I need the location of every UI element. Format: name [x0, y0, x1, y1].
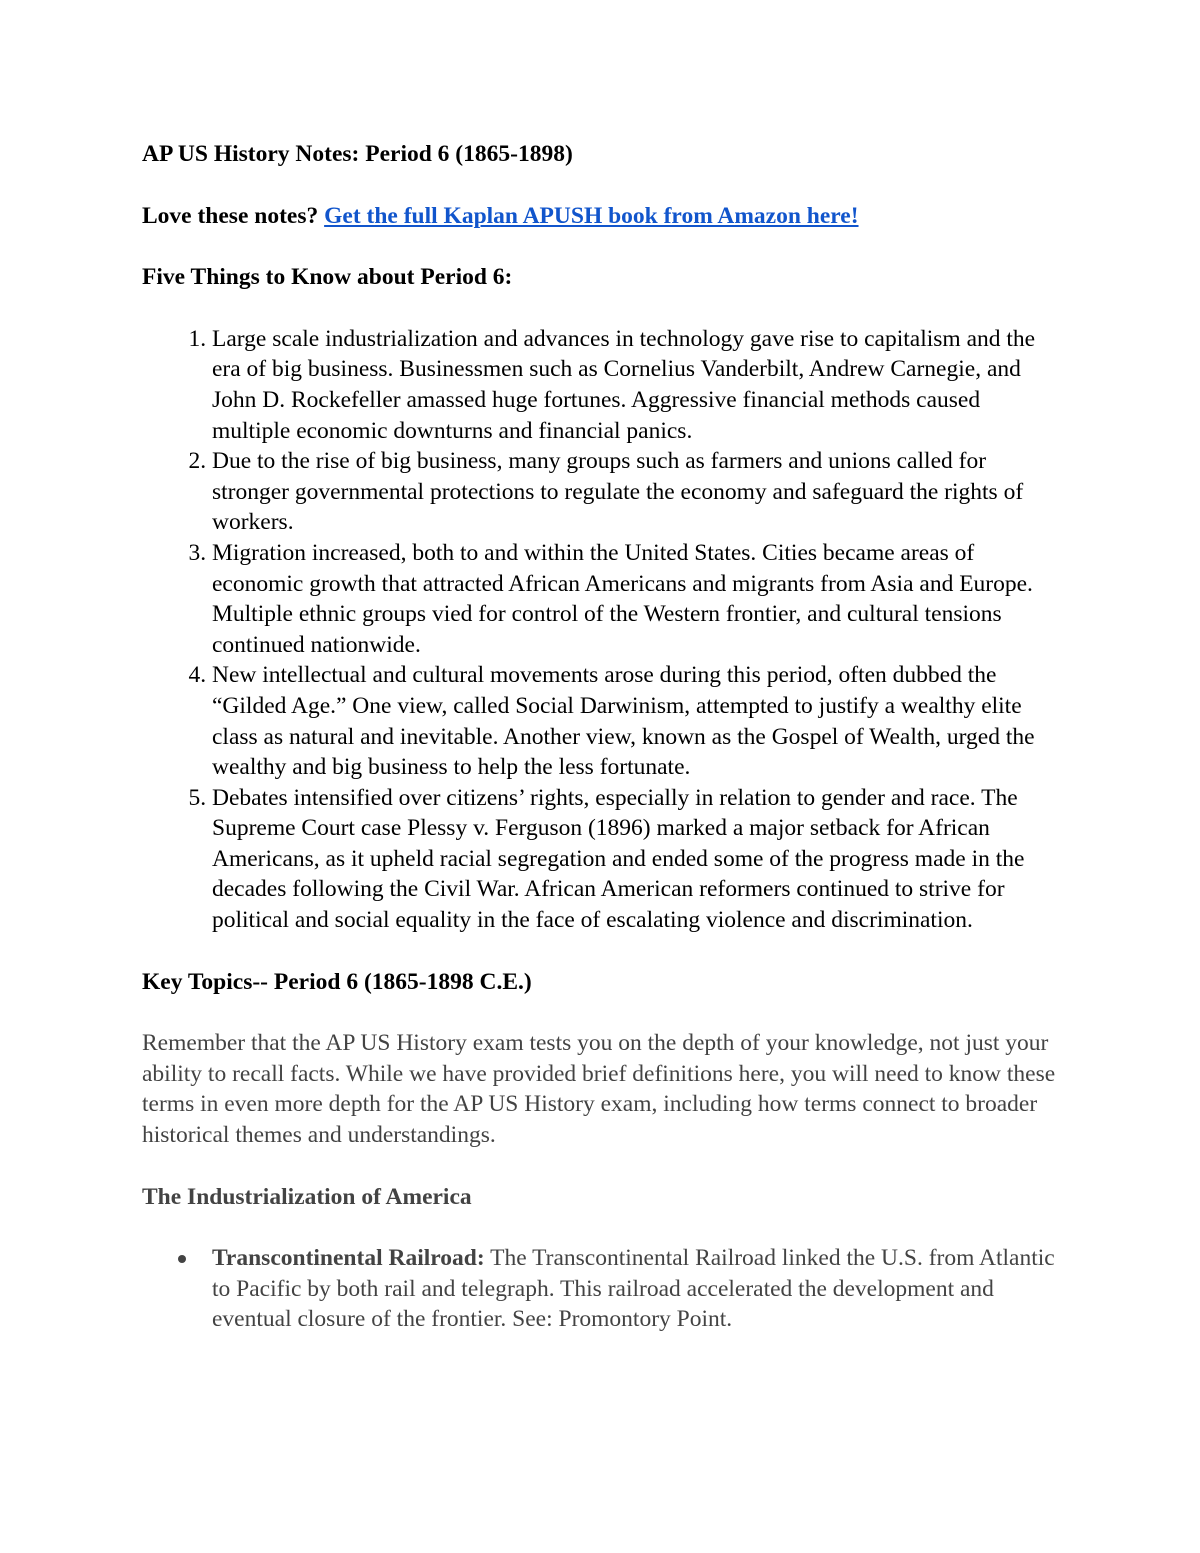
- promo-prefix: Love these notes?: [142, 202, 325, 229]
- document-page: [142, 139, 1062, 1335]
- terms-list: [142, 1243, 1062, 1335]
- five-things-list: [142, 324, 1062, 936]
- term-definition: The Transcontinental Railroad linked the U.S. from Atlantic to Pacific by both rail and telegraph. This railroad accelerated the development and eventual closure of the frontier. See: Promontory Point.: [212, 1245, 1055, 1333]
- amazon-book-link[interactable]: Get the full Kaplan APUSH book from Amazon here!: [324, 202, 859, 229]
- list-item: 4. New intellectual and cultural movements arose during this period, often dubbed the “Gilded Age.” One view, called Social Darwinism, attempted to justify a wealthy elite class as natural and inevitable. Another view, known as the Gospel of Wealth, urged the wealthy and big business to help the less fortunate.: [212, 660, 1062, 782]
- list-item: 2. Due to the rise of big business, many groups such as farmers and unions called for stronger governmental protections to regulate the economy and safeguard the rights of workers.: [212, 446, 1062, 538]
- promo-line: [142, 201, 1062, 232]
- list-item: 3. Migration increased, both to and within the United States. Cities became areas of economic growth that attracted African Americans and migrants from Asia and Europe. Multiple ethnic groups vied for control of the Western frontier, and cultural tensions continued nationwide.: [212, 538, 1062, 660]
- term-name: Transcontinental Railroad:: [212, 1245, 485, 1272]
- section-heading: The Industrialization of America: [142, 1183, 472, 1210]
- five-things-heading: Five Things to Know about Period 6:: [142, 264, 513, 291]
- term-item: [212, 1243, 1062, 1335]
- key-topics-intro: Remember that the AP US History exam tests you on the depth of your knowledge, not just your ability to recall facts. While we have provided brief definitions here, you will need to know these terms in even more depth for the AP US History exam, including how terms connect to broader historical themes and understandings.: [142, 1030, 1056, 1149]
- document-title: AP US History Notes: Period 6 (1865-1898): [142, 141, 573, 167]
- list-item: 5. Debates intensified over citizens’ rights, especially in relation to gender and race. The Supreme Court case Plessy v. Ferguson (1896) marked a major setback for African Americans, as it upheld racial segregation and ended some of the progress made in the decades following the Civil War. African American reformers continued to strive for political and social equality in the face of escalating violence and discrimination.: [212, 783, 1062, 936]
- list-item: 1. Large scale industrialization and advances in technology gave rise to capitalism and the era of big business. Businessmen such as Cornelius Vanderbilt, Andrew Carnegie, and John D. Rockefeller amassed huge fortunes. Aggressive financial methods caused multiple economic downturns and financial panics.: [212, 324, 1062, 446]
- key-topics-heading: Key Topics-- Period 6 (1865-1898 C.E.): [142, 968, 532, 995]
